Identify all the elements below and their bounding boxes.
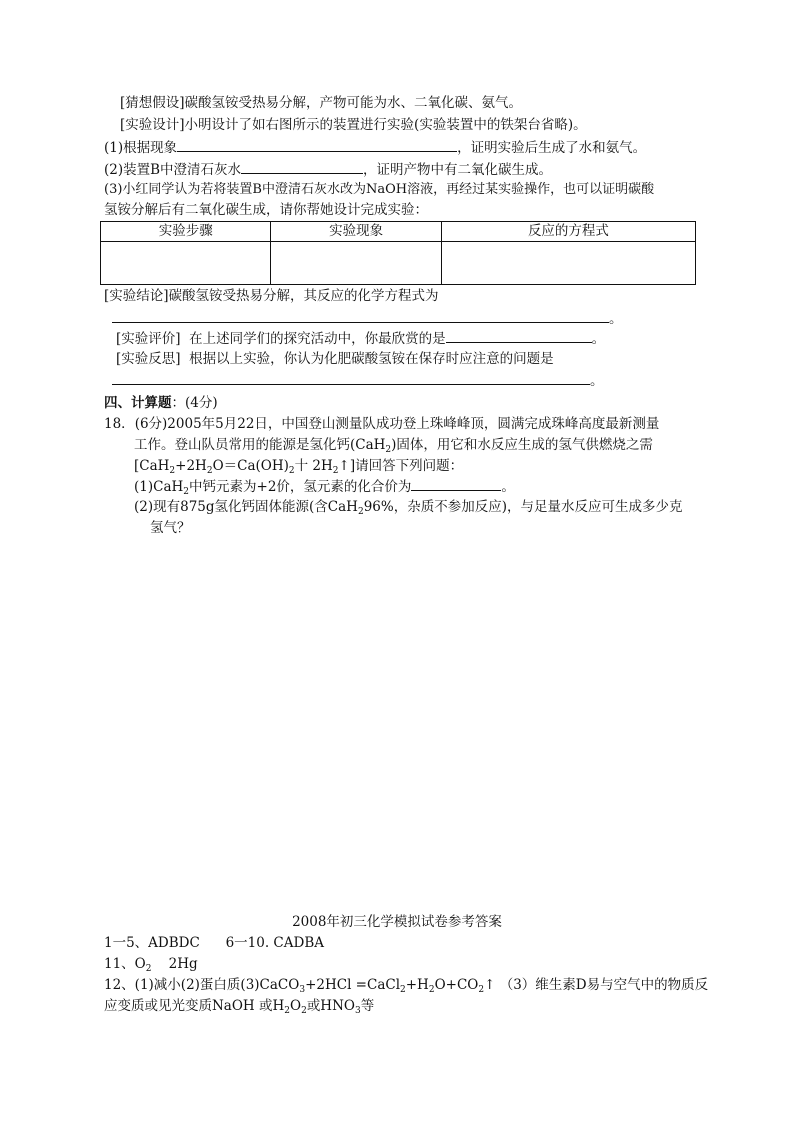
answers-12-g: O [290,998,302,1014]
hypothesis-label: [猜想假设] [120,95,185,111]
answers-12-f: 应变质或见光变质NaOH 或H [104,998,285,1014]
eq-part-d: 十 2H [294,458,333,474]
q18-sub: 2 [385,445,392,455]
calc-section-heading [104,393,218,413]
q18-number: 18． [104,416,135,432]
q18-line2 [134,435,653,455]
design-line [120,115,587,135]
answers-12-sub: 2 [478,985,485,995]
q18-sub2 [134,497,682,517]
design-text: 小明设计了如右图所示的装置进行实验(实验装置中的铁架台省略)。 [184,117,587,133]
answers-12-sub: 2 [428,985,435,995]
question-1-line [104,137,646,157]
evaluation-answer-blank[interactable] [446,328,592,343]
conclusion-answer-blank[interactable] [112,308,609,323]
answers-12-h: 或HNO [306,998,355,1014]
reflection-answer-blank[interactable] [112,370,590,385]
answers-12-sub: 2 [400,985,406,995]
answers-11-sub: 2 [145,964,152,974]
q18-line1 [104,414,659,434]
eq-sub: 2 [332,466,339,476]
reflection-label: [实验反思] [116,351,181,367]
answers-line2 [104,954,198,974]
reflection-end: 。 [590,373,604,389]
eq-sub: 2 [169,466,176,476]
hypothesis-text: 碳酸氢铵受热易分解，产物可能为水、二氧化碳、氨气。 [184,95,523,111]
reflection-text: 根据以上实验，你认为化肥碳酸氢铵在保存时应注意的问题是 [189,351,554,367]
experiment-table [100,221,696,285]
answers-11-a: 11、O [104,956,146,972]
q18-text2-end: )固体，用它和水反应生成的氢气供燃烧之需 [391,437,653,453]
q1-prefix: (1)根据现象 [104,140,178,156]
table-cell-equation[interactable] [441,242,695,285]
q18-1-answer-blank[interactable] [411,476,501,491]
question-3-line2: 氢铵分解后有二氧化碳生成，请你帮她设计完成实验： [104,202,428,218]
q18-equation [134,456,463,476]
answers-6-10: 6一10. CADBA [225,935,325,951]
table-cell-phenomenon[interactable] [271,242,441,285]
table-row [101,242,696,285]
q1-answer-blank[interactable] [177,137,457,152]
answers-line1 [104,933,324,953]
evaluation-line [116,328,605,348]
answers-12-c: +H [405,977,429,993]
reflection-blank-line [112,370,604,390]
answers-12-a: 12、(1)减小(2)蛋白质(3)CaCO [104,977,300,993]
design-label: [实验设计] [120,117,185,133]
q18-sub1 [134,476,515,496]
question-3-line1: (3)小红同学认为若将装置B中澄清石灰水改为NaOH溶液，再经过某实验操作，也可以证明碳酸 [104,182,655,197]
q18-sub2-line2: 氢气？ [150,520,191,536]
q18-text1: (6分)2005年5月22日，中国登山测量队成功登上珠峰峰顶，圆满完成珠峰高度最新测量 [134,416,660,432]
eq-part-a: [CaH [134,458,170,474]
answers-12-sub: 2 [284,1006,290,1016]
eq-part-c: O＝Ca(OH) [212,458,289,474]
table-header-row [101,222,696,242]
hypothesis-line [120,93,522,113]
eq-sub: 2 [288,466,295,476]
table-header-steps: 实验步骤 [101,222,271,242]
reflection-line [116,349,554,369]
table-cell-steps[interactable] [101,242,271,285]
evaluation-label: [实验评价] [116,331,181,347]
answers-1-5: 1一5、ADBDC [104,935,200,951]
answers-12-i: 等 [360,998,375,1014]
answers-11-b: 2Hg [168,956,198,972]
eq-part-b: +2H [175,458,207,474]
q2-suffix: ，证明产物中有二氧化碳生成。 [363,162,553,178]
q18-2-a: (2)现有875g氢化钙固体能源(含CaH [134,499,358,515]
answers-line4 [104,996,374,1016]
evaluation-text: 在上述同学们的探究活动中，你最欣赏的是 [189,331,446,347]
calc-heading-rest: ：(4分) [171,395,218,411]
eq-sub: 2 [206,466,213,476]
conclusion-text: 碳酸氢铵受热易分解，其反应的化学方程式为 [168,288,439,304]
q2-answer-blank[interactable] [241,159,363,174]
answers-title: 2008年初三化学模拟试卷参考答案 [292,914,502,930]
table-header-phenomenon: 实验现象 [271,222,441,242]
conclusion-end: 。 [609,311,623,327]
answers-12-sub: 2 [301,1006,307,1016]
conclusion-blank-line [112,308,623,328]
table-header-equation: 反应的方程式 [441,222,695,242]
q18-2-b: 96%，杂质不参加反应)，与足量水反应可生成多少克 [363,499,683,515]
eq-part-e: ↑]请回答下列问题： [338,458,464,474]
answers-12-sub3: 3 [354,1006,361,1016]
q18-1-a: (1)CaH [134,479,184,495]
conclusion-label: [实验结论] [104,288,169,304]
q18-2-sub: 2 [357,507,364,517]
question-2-line [104,159,552,179]
answers-line3 [104,975,708,995]
answers-12-d: O+CO [434,977,479,993]
answers-12-e: ↑ （3）维生素D易与空气中的物质反 [484,977,709,993]
calc-heading-bold: 四、计算题 [104,395,172,411]
q18-1-b: 中钙元素为+2价，氢元素的化合价为 [189,479,412,495]
q18-1-sub: 2 [183,487,190,497]
answers-12-sub3: 3 [299,985,306,995]
q18-text2: 工作。登山队员常用的能源是氢化钙(CaH [134,437,386,453]
q1-suffix: ，证明实验后生成了水和氨气。 [457,140,647,156]
q2-prefix: (2)装置B中澄清石灰水 [104,162,242,178]
evaluation-end: 。 [591,331,606,347]
q18-1-end: 。 [501,479,515,495]
answers-12-b: +2HCl =CaCl [305,977,401,993]
conclusion-line [104,286,439,306]
